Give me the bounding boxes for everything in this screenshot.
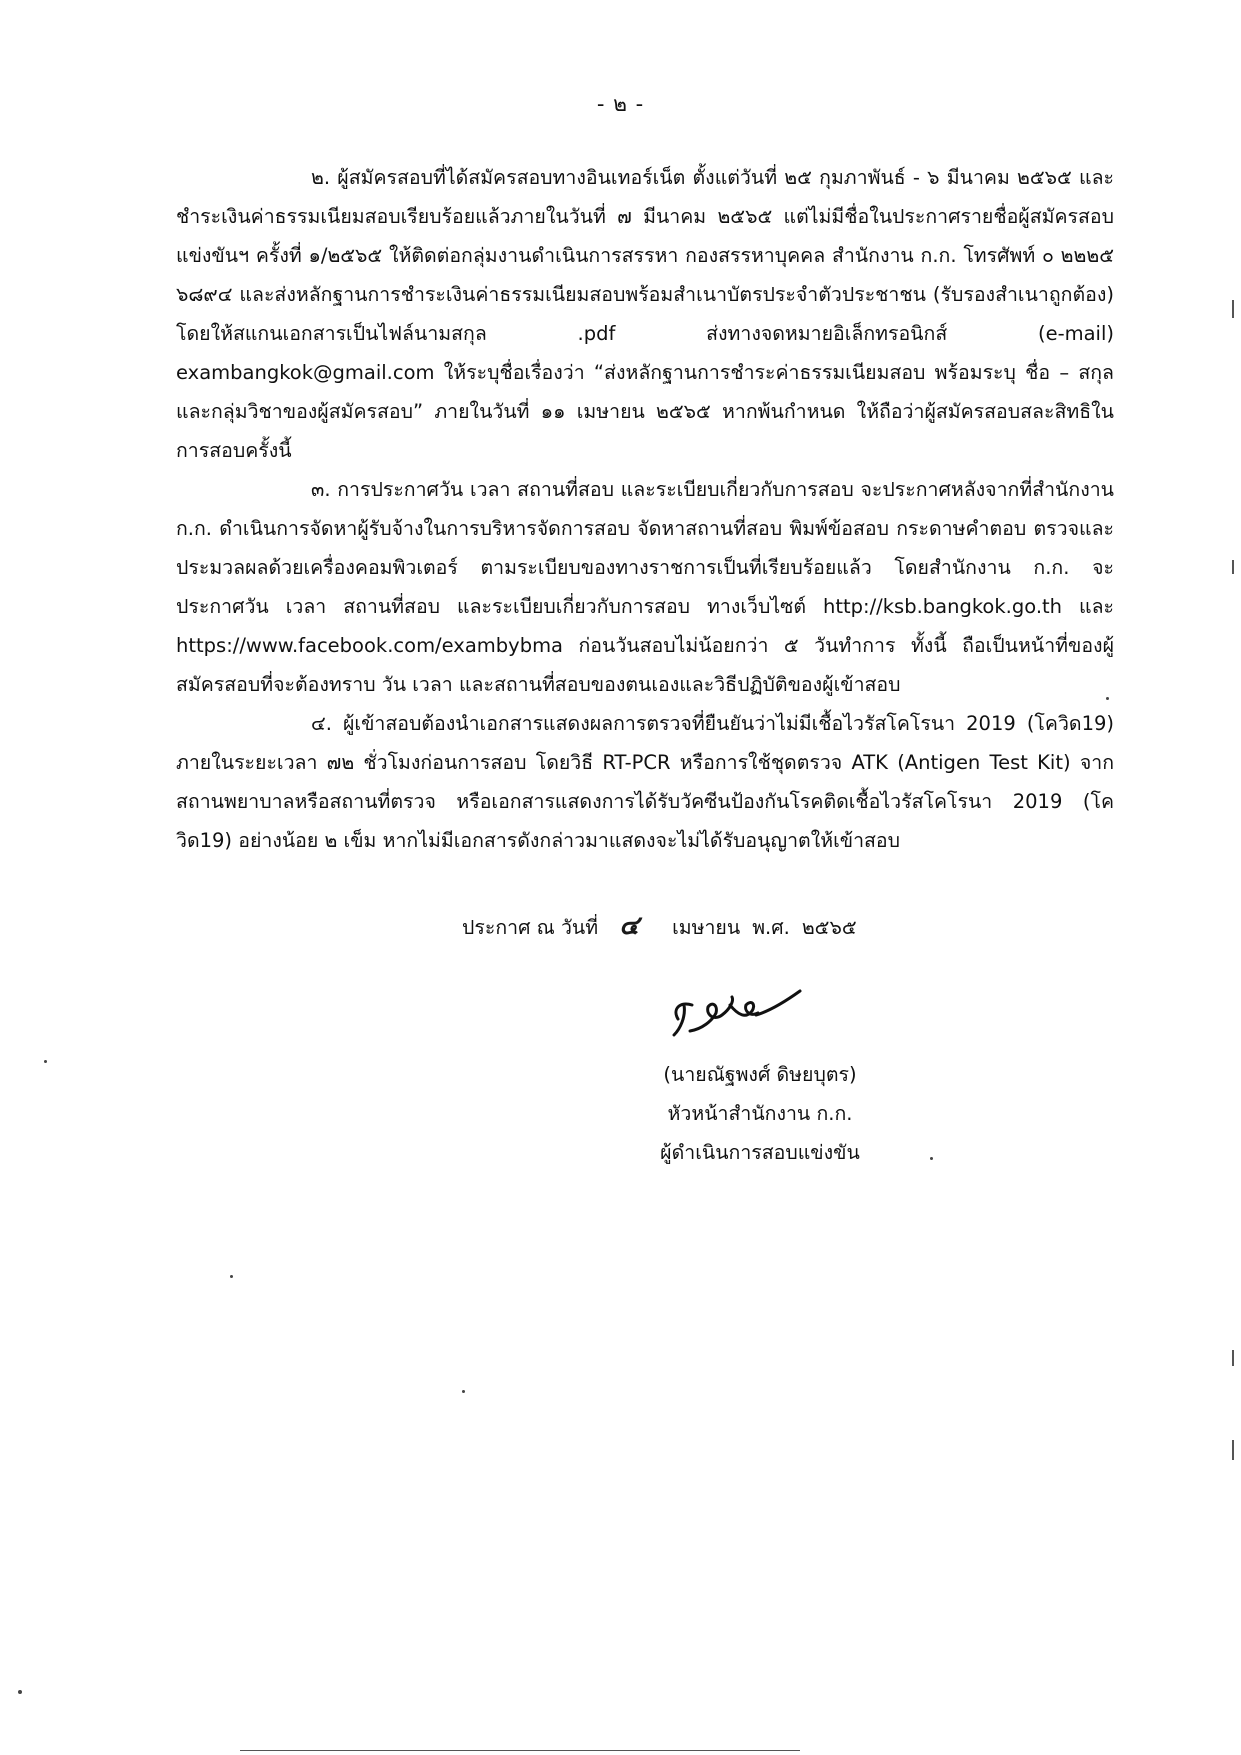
scan-edge-mark [1232, 1440, 1234, 1460]
date-prefix: ประกาศ ณ วันที่ [462, 916, 599, 939]
date-year: ๒๕๖๕ [801, 916, 857, 939]
scan-edge-mark [1232, 560, 1234, 574]
scan-speck [930, 1157, 933, 1160]
date-day-handwritten: ๔ [619, 911, 639, 941]
document-body [176, 158, 1114, 860]
paragraph-2-unlisted-applicants: ๒. ผู้สมัครสอบที่ได้สมัครสอบทางอินเทอร์เน็ต ตั้งแต่วันที่ ๒๕ กุมภาพันธ์ - ๖ มีนาคม ๒๕๖๕ และชำระเงินค่าธรรมเนียมสอบเรียบร้อยแล้วภายในวันที่ ๗ มีนาคม ๒๕๖๕ แต่ไม่มีชื่อในประกาศรายชื่อผู้สมัครสอบแข่งขันฯ ครั้งที่ ๑/๒๕๖๕ ให้ติดต่อกลุ่มงานดำเนินการสรรหา กองสรรหาบุคคล สำนักงาน ก.ก. โทรศัพท์ ๐ ๒๒๒๕ ๖๘๙๔ และส่งหลักฐานการชำระเงินค่าธรรมเนียมสอบพร้อมสำเนาบัตรประจำตัวประชาชน (รับรองสำเนาถูกต้อง) โดยให้สแกนเอกสารเป็นไฟล์นามสกุล .pdf ส่งทางจดหมายอิเล็กทรอนิกส์ (e-mail) exambangkok@gmail.com ให้ระบุชื่อเรื่องว่า “ส่งหลักฐานการชำระค่าธรรมเนียมสอบ พร้อมระบุ ชื่อ – สกุล และกลุ่มวิชาของผู้สมัครสอบ” ภายในวันที่ ๑๑ เมษายน ๒๕๖๕ หากพ้นกำหนด ให้ถือว่าผู้สมัครสอบสละสิทธิในการสอบครั้งนี้ [176, 166, 1114, 462]
announcement-date-line [462, 908, 1062, 946]
scan-speck [230, 1275, 233, 1278]
page-number: - ๒ - [596, 92, 645, 116]
signer-name: (นายณัฐพงศ์ ดิษยบุตร) [663, 1063, 857, 1086]
date-era: พ.ศ. [752, 916, 790, 939]
signer-role: ผู้ดำเนินการสอบแข่งขัน [660, 1141, 860, 1164]
paragraph-3-exam-schedule: ๓. การประกาศวัน เวลา สถานที่สอบ และระเบียบเกี่ยวกับการสอบ จะประกาศหลังจากที่สำนักงาน ก.ก. ดำเนินการจัดหาผู้รับจ้างในการบริหารจัดการสอบ จัดหาสถานที่สอบ พิมพ์ข้อสอบ กระดาษคำตอบ ตรวจและประมวลผลด้วยเครื่องคอมพิวเตอร์ ตามระเบียบของทางราชการเป็นที่เรียบร้อยแล้ว โดยสำนักงาน ก.ก. จะประกาศวัน เวลา สถานที่สอบ และระเบียบเกี่ยวกับการสอบ ทางเว็บไซต์ http://ksb.bangkok.go.th และ https://www.facebook.com/exambybma ก่อนวันสอบไม่น้อยกว่า ๕ วันทำการ ทั้งนี้ ถือเป็นหน้าที่ของผู้สมัครสอบที่จะต้องทราบ วัน เวลา และสถานที่สอบของตนเองและวิธีปฏิบัติของผู้เข้าสอบ [176, 478, 1114, 696]
scan-edge-mark [1232, 1350, 1234, 1366]
scan-speck [462, 1390, 465, 1393]
signer-position: หัวหน้าสำนักงาน ก.ก. [667, 1102, 853, 1125]
scan-speck [18, 1690, 22, 1694]
signer-block [600, 1055, 920, 1172]
handwritten-signature [660, 975, 860, 1045]
scan-edge-mark [1232, 300, 1234, 318]
paragraph-4-covid-test: ๔. ผู้เข้าสอบต้องนำเอกสารแสดงผลการตรวจที่ยืนยันว่าไม่มีเชื้อไวรัสโคโรนา 2019 (โควิด19) ภายในระยะเวลา ๗๒ ชั่วโมงก่อนการสอบ โดยวิธี RT-PCR หรือการใช้ชุดตรวจ ATK (Antigen Test Kit) จากสถานพยาบาลหรือสถานที่ตรวจ หรือเอกสารแสดงการได้รับวัคซีนป้องกันโรคติดเชื้อไวรัสโคโรนา 2019 (โควิด19) อย่างน้อย ๒ เข็ม หากไม่มีเอกสารดังกล่าวมาแสดงจะไม่ได้รับอนุญาตให้เข้าสอบ [176, 712, 1114, 852]
scan-speck [1106, 697, 1109, 700]
scan-edge-mark [240, 1750, 800, 1751]
date-month: เมษายน [672, 916, 741, 939]
scan-speck [44, 1060, 47, 1063]
